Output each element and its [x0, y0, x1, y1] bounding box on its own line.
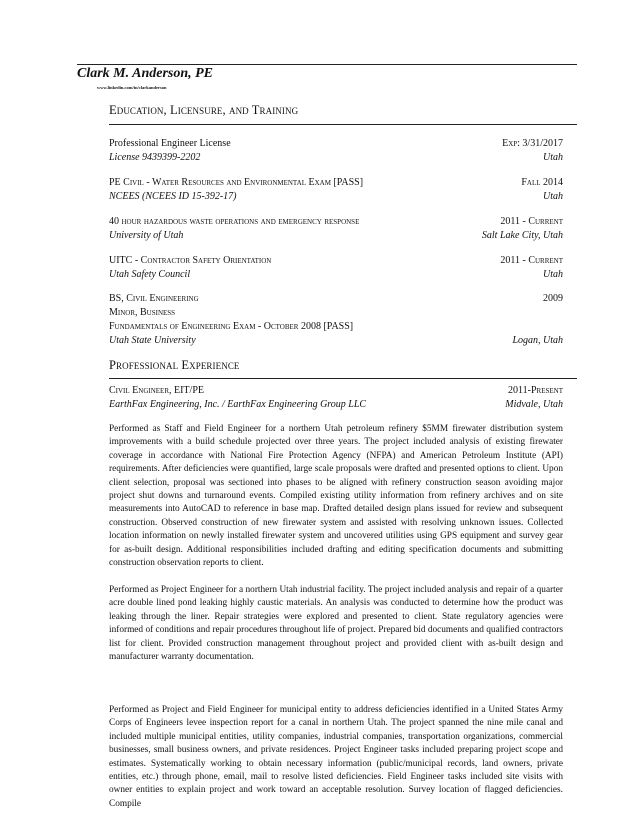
section-title-experience: Professional Experience [109, 358, 240, 372]
entry-date: 2009 [543, 293, 563, 304]
candidate-name: Clark M. Anderson, PE [77, 66, 214, 81]
entry-date: Exp: 3/31/2017 [502, 138, 563, 149]
entry-date: Fall 2014 [521, 177, 563, 188]
job-entry [109, 384, 563, 412]
entry-location: Utah [543, 152, 563, 163]
job-dates: 2011-Present [508, 385, 563, 396]
entry-org: License 9439399-2202 [109, 152, 201, 163]
entry-date: 2011 - Current [500, 255, 563, 266]
entry-org: Utah State University [109, 335, 196, 346]
education-entry [109, 292, 563, 348]
entry-title: 40 hour hazardous waste operations and emergency response [109, 216, 360, 227]
entry-exam: Fundamentals of Engineering Exam - October 2008 [PASS] [109, 321, 354, 332]
top-rule [77, 64, 577, 65]
job-location: Midvale, Utah [505, 399, 563, 410]
education-entry [109, 215, 563, 243]
entry-location: Salt Lake City, Utah [481, 230, 563, 241]
education-entry [109, 254, 563, 282]
section-rule [109, 378, 577, 379]
entry-location: Utah [543, 191, 563, 202]
entry-org: Utah Safety Council [109, 269, 191, 280]
education-entry [109, 176, 563, 204]
entry-minor: Minor, Business [109, 307, 176, 318]
entry-title: Professional Engineer License [109, 138, 231, 149]
job-description-paragraph: Performed as Project Engineer for a northern Utah industrial facility. The project included analysis and repair of a quarter acre double lined pond leaking highly caustic materials. An analysis was conducted to determine how the product was leaking through the liner. Repair strategies were explored and presented to client. State regulatory agencies were informed of conditions and repair procedures throughout life of project. Prepared bid documents and qualified contractors list for client. Provided construction management throughout project and provided client with as-built design and manufacturer warranty documentation. [109, 585, 563, 663]
section-rule [109, 124, 577, 125]
entry-org: NCEES (NCEES ID 15-392-17) [109, 191, 237, 202]
entry-org: University of Utah [109, 230, 184, 241]
entry-title: UITC - Contractor Safety Orientation [109, 255, 272, 266]
job-role: Civil Engineer, EIT/PE [109, 385, 204, 396]
linkedin-link[interactable]: www.linkedin.com/in/clarkanderson [97, 85, 167, 90]
job-description-paragraph: Performed as Project and Field Engineer for municipal entity to address deficiencies identified in a United States Army Corps of Engineers levee inspection report for a canal in northern Utah. The project spanned the nine mile canal and included multiple municipal entities, utility companies, industrial companies, transportation organizations, commercial businesses, small business owners, and private residences. Project Engineer tasks included preparing project scope and estimates. Systematically working to obtain necessary information (public/municipal records, land owners, private entities, etc.) through phone, email, mail to resolve listed deficiencies. Field Engineer tasks included site visits with owner entities to explain project and work toward an acceptable resolution. Survey location of flagged deficiencies. Compile [109, 705, 563, 809]
entry-date: 2011 - Current [500, 216, 563, 227]
entry-title: PE Civil - Water Resources and Environmental Exam [PASS] [109, 177, 364, 188]
job-description-paragraph: Performed as Staff and Field Engineer for a northern Utah petroleum refinery $5MM firewater distribution system improvements with a build schedule projected over three years. The project included analysis of existing firewater coverage in accordance with National Fire Protection Agency (NFPA) and American Petroleum Institute (API) requirements. After deficiencies were quantified, large scale proposals were drafted and presented options to client. Upon client selection, proposal was sectioned into phases to be aligned with refinery construction season avoiding major project shut downs and turnaround events. Compiled existing utility information from refinery archives and on site measurements into AutoCAD to reference in base map. Drafted detailed design plans issued for review and subsequent construction. Observed construction of new firewater system and assisted with resolving unknown issues. Collected location information on newly installed firewater system and uncovered utilities using GPS equipment and survey gear for as-built design. Additional responsibilities included drafting and editing specification documents and submitting construction observation reports to client. [109, 424, 563, 569]
job-company: EarthFax Engineering, Inc. / EarthFax Engineering Group LLC [109, 399, 367, 410]
section-title-education: Education, Licensure, and Training [109, 103, 299, 117]
entry-location: Logan, Utah [512, 335, 563, 346]
education-entry [109, 137, 563, 165]
entry-location: Utah [543, 269, 563, 280]
entry-title: BS, Civil Engineering [109, 293, 199, 304]
